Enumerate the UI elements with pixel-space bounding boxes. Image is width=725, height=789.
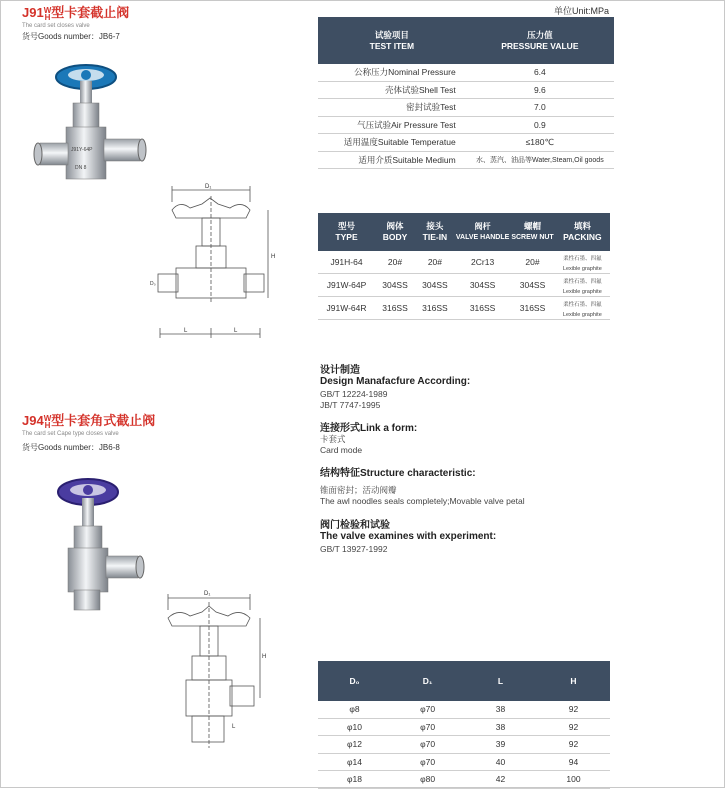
table-row: φ12 φ70 39 92 xyxy=(318,736,610,754)
valve1-photo xyxy=(28,55,158,195)
drawing2-h-label: H xyxy=(262,654,267,660)
material-header-valve-handle: 阀杆 VALVE HANDLE xyxy=(455,222,510,241)
product2-goods-number: 货号Goods number：JB6-8 xyxy=(22,443,120,452)
valve1-body-text: J91Y-64P xyxy=(71,147,93,153)
table-row: J91W-64P 304SS 304SS 304SS 304SS 柔性石墨、四氟 Lexible graphite xyxy=(318,274,610,297)
spec-examination: 阀门检验和试验 The valve examines with experiment: GB/T 13927-1992 xyxy=(320,520,497,554)
drawing1-d0-label: D₀ xyxy=(150,281,156,287)
dimension-table xyxy=(318,661,610,789)
drawing1-l-label-1: L xyxy=(184,328,188,334)
product1-subtitle: The card set closes valve xyxy=(22,23,90,29)
spec-link-form: 连接形式Link a form: 卡套式 Card mode xyxy=(320,423,418,455)
drawing2-d1-label: D₁ xyxy=(204,591,211,597)
dim-header-h: H xyxy=(570,675,577,686)
material-header-packing: 填料 PACKING xyxy=(563,221,602,242)
valve1-drawing xyxy=(150,182,320,347)
spec-structure: 结构特征Structure characteristic: 锥面密封；活动阀瓣 The awl noodles seals completely;Movable valve petal xyxy=(320,468,525,506)
drawing1-h-label: H xyxy=(271,254,276,260)
table-row: φ14 φ70 40 94 xyxy=(318,753,610,771)
unit-label: 单位Unit:MPa xyxy=(554,6,610,16)
material-header-screw-nut: 螺帽 SCREW NUT xyxy=(511,221,554,241)
drawing2-l-label: L xyxy=(232,724,236,730)
material-table xyxy=(318,213,610,320)
dim-header-l: L xyxy=(497,675,504,686)
valve2-photo xyxy=(38,472,158,612)
table-row: 适用温度Suitable Temperatue ≤180℃ xyxy=(318,134,614,152)
spec-design: 设计制造 Design Manafacfure According: GB/T 12224-1989 JB/T 7747-1995 xyxy=(320,365,471,410)
table-row: J91H-64 20# 20# 2Cr13 20# 柔性石墨、四氟 Lexible graphite xyxy=(318,251,610,274)
table-row: φ8 φ70 38 92 xyxy=(318,701,610,718)
drawing1-l-label-2: L xyxy=(234,328,238,334)
table-row: φ18 φ80 42 100 xyxy=(318,771,610,789)
product2-subtitle: The card set Cape type closes valve xyxy=(22,431,119,437)
pressure-header-value: 压力值 PRESSURE VALUE xyxy=(501,29,579,51)
table-row: 适用介质Suitable Medium 水、蒸汽、油品等Water,Steam,Oil goods xyxy=(318,151,614,169)
product1-goods-number: 货号Goods number：JB6-7 xyxy=(22,32,120,41)
material-header-tiein: 接头 TIE-IN xyxy=(422,221,448,242)
table-row: 壳体试验Shell Test 9.6 xyxy=(318,81,614,99)
svg-text:DN 8: DN 8 xyxy=(75,165,87,171)
valve2-drawing xyxy=(152,588,272,758)
material-header-type: 型号 TYPE xyxy=(335,221,358,242)
pressure-header-item: 试验项目 TEST ITEM xyxy=(369,29,415,51)
table-row: 密封试验Test 7.0 xyxy=(318,99,614,117)
table-row: φ10 φ70 38 92 xyxy=(318,718,610,736)
pressure-table xyxy=(318,17,614,169)
product1-title: J91 W H 型卡套截止阀 xyxy=(22,5,130,22)
product2-title: J94 W H 型卡套角式截止阀 xyxy=(22,413,156,430)
specs-section xyxy=(320,361,680,555)
table-row: 气压试验Air Pressure Test 0.9 xyxy=(318,116,614,134)
material-header-body: 阀体 BODY xyxy=(382,221,408,242)
drawing1-d1-label: D₁ xyxy=(205,184,212,190)
table-row: 公称压力Nominal Pressure 6.4 xyxy=(318,64,614,81)
dim-header-d1: D₁ xyxy=(422,675,433,686)
dim-header-d0: D₀ xyxy=(349,675,360,686)
table-row: J91W-64R 316SS 316SS 316SS 316SS 柔性石墨、四氟 Lexible graphite xyxy=(318,297,610,320)
